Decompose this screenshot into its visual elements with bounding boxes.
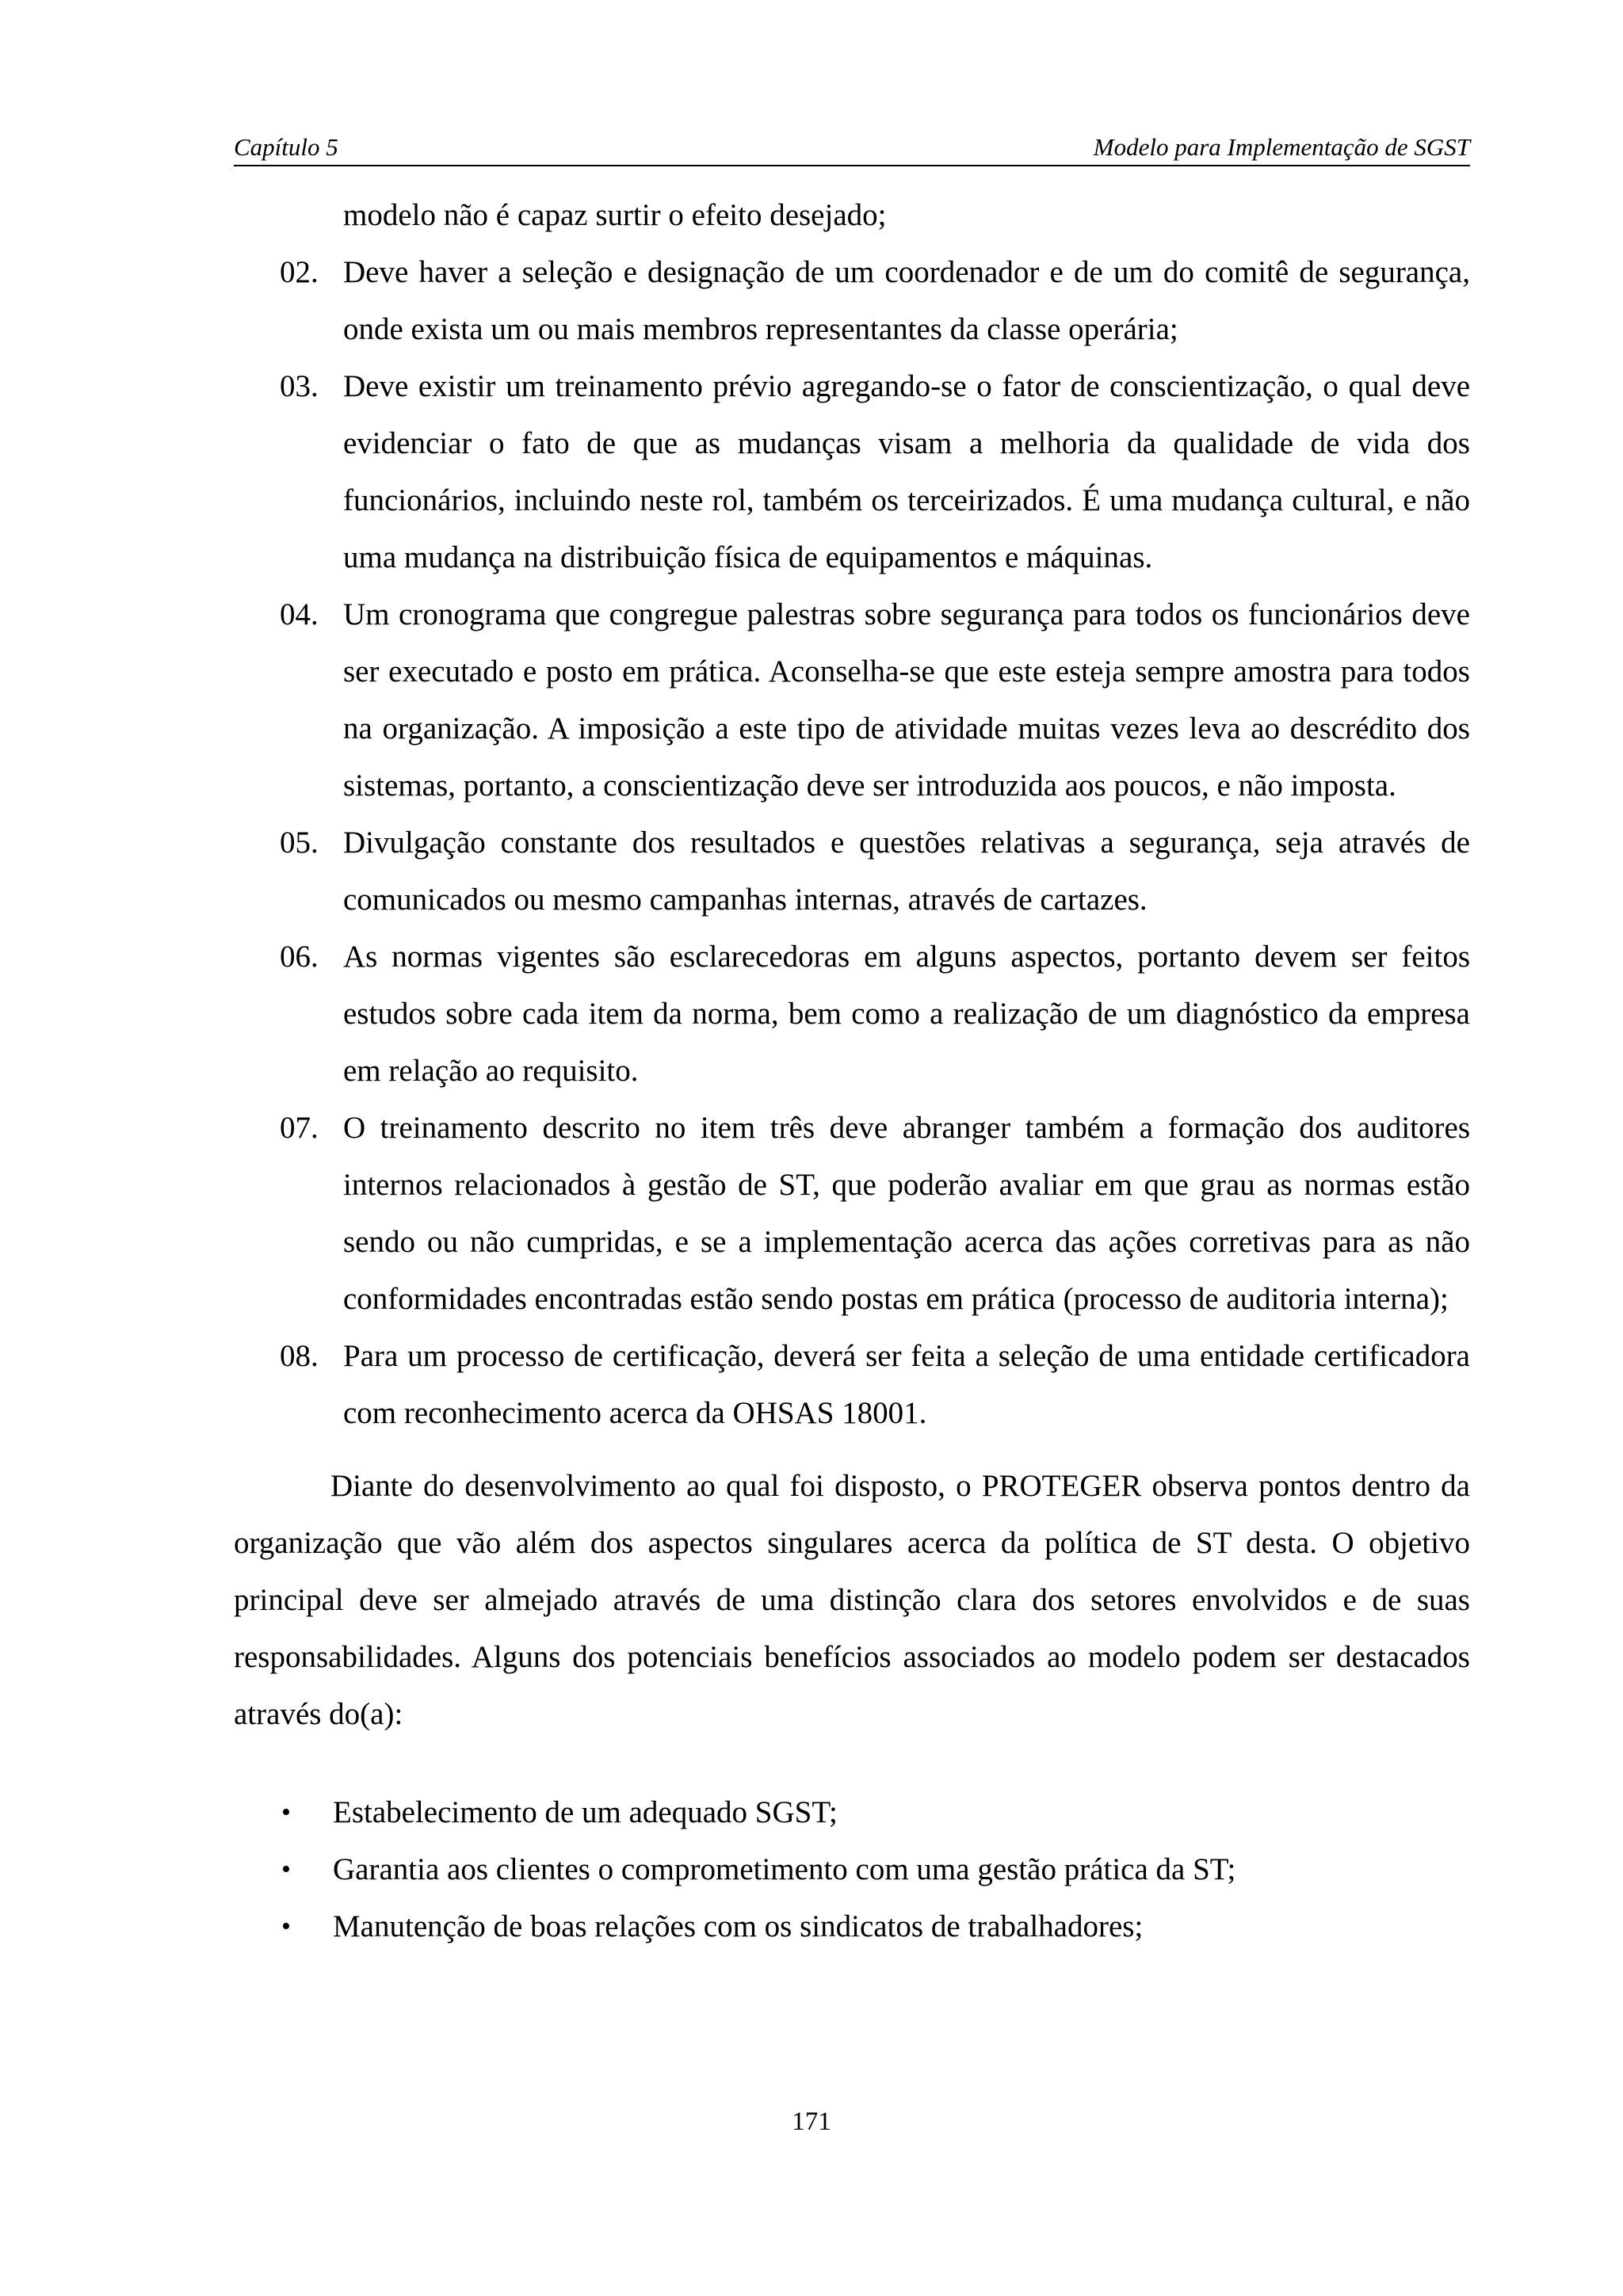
list-item-number: 07. [280,1111,319,1145]
list-item-03 [234,358,1470,586]
list-item-number: 03. [280,369,319,403]
list-item-05 [234,814,1470,929]
list-item-text: O treinamento descrito no item três deve abranger também a formação dos auditores internos relacionados à gestão de ST, que poderão avaliar em que grau as normas estão sendo ou não cumpridas, e se a implementação acerca das ações corretivas para as não conformidades encontradas estão sendo postas em prática (processo de auditoria interna); [343,1111,1470,1316]
list-item-04 [234,586,1470,814]
bullet-item [234,1841,1470,1898]
list-item-text: Um cronograma que congregue palestras sobre segurança para todos os funcionários deve ser executado e posto em prática. Aconselha-se que este esteja sempre amostra para todos na organização. A imposição a este tipo de atividade muitas vezes leva ao descrédito dos sistemas, portanto, a conscientização deve ser introduzida aos poucos, e não imposta. [343,597,1470,803]
list-item-08 [234,1328,1470,1442]
bullet-icon: • [281,1912,291,1941]
list-item-number: 04. [280,597,319,631]
page-body [234,187,1470,1955]
bullet-icon: • [281,1798,291,1827]
list-item-text: As normas vigentes são esclarecedoras em alguns aspectos, portanto devem ser feitos estudos sobre cada item da norma, bem como a realização de um diagnóstico da empresa em relação ao requisito. [343,940,1470,1088]
page-number: 171 [792,2107,831,2136]
bullet-text: Estabelecimento de um adequado SGST; [333,1795,838,1829]
bullet-text: Manutenção de boas relações com os sindicatos de trabalhadores; [333,1909,1144,1943]
body-paragraph: Diante do desenvolvimento ao qual foi disposto, o PROTEGER observa pontos dentro da organização que vão além dos aspectos singulares acerca da política de ST desta. O objetivo principal deve ser almejado através de uma distinção clara dos setores envolvidos e de suas responsabilidades. Alguns dos potenciais benefícios associados ao modelo podem ser destacados através do(a): [234,1469,1470,1731]
list-item-number: 06. [280,940,319,974]
bullet-text: Garantia aos clientes o comprometimento com uma gestão prática da ST; [333,1852,1236,1886]
list-item-06 [234,929,1470,1100]
bullet-item [234,1898,1470,1955]
list-item-07 [234,1100,1470,1328]
chapter-label: Capítulo 5 [234,133,338,161]
bullet-icon: • [281,1855,291,1884]
running-header [234,130,1470,166]
section-title: Modelo para Implementação de SGST [1093,133,1470,161]
benefits-list [234,1784,1470,1955]
list-item-number: 05. [280,826,319,860]
list-item-text: Divulgação constante dos resultados e questões relativas a segurança, seja através de comunicados ou mesmo campanhas internas, através de cartazes. [343,826,1470,917]
list-continuation-line: modelo não é capaz surtir o efeito desejado; [343,198,887,232]
list-item-text: Para um processo de certificação, deverá ser feita a seleção de uma entidade certificadora com reconhecimento acerca da OHSAS 18001. [343,1339,1470,1430]
list-item-number: 02. [280,255,319,289]
list-item-number: 08. [280,1339,319,1373]
list-item-text: Deve haver a seleção e designação de um coordenador e de um do comitê de segurança, onde exista um ou mais membros representantes da classe operária; [343,255,1470,346]
bullet-item [234,1784,1470,1841]
list-item-02 [234,244,1470,358]
list-item-text: Deve existir um treinamento prévio agregando-se o fator de conscientização, o qual deve evidenciar o fato de que as mudanças visam a melhoria da qualidade de vida dos funcionários, incluindo neste rol, também os terceirizados. É uma mudança cultural, e não uma mudança na distribuição física de equipamentos e máquinas. [343,369,1470,574]
